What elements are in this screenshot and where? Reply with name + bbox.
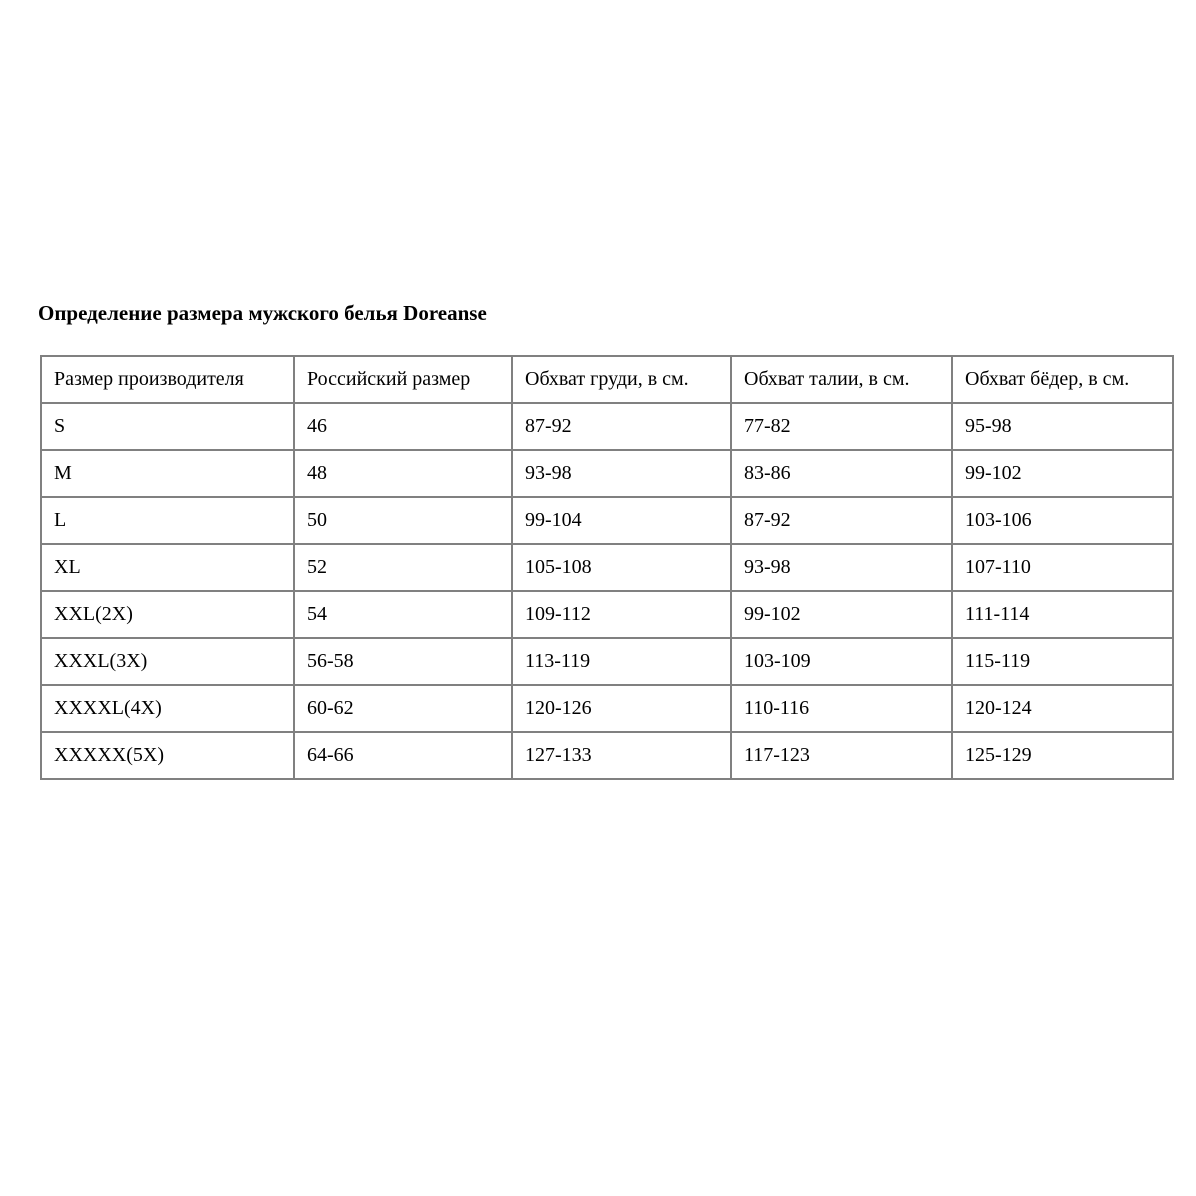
table-cell: 109-112 — [512, 591, 731, 638]
table-body — [41, 403, 1173, 779]
table-cell: 87-92 — [731, 497, 952, 544]
table-cell: 111-114 — [952, 591, 1173, 638]
table-row — [41, 591, 1173, 638]
table-cell: 83-86 — [731, 450, 952, 497]
table-cell: 99-102 — [731, 591, 952, 638]
table-cell: 99-104 — [512, 497, 731, 544]
table-cell: 93-98 — [731, 544, 952, 591]
table-cell: 87-92 — [512, 403, 731, 450]
table-cell: 56-58 — [294, 638, 512, 685]
table-cell: 107-110 — [952, 544, 1173, 591]
table-row — [41, 544, 1173, 591]
column-header: Обхват бёдер, в см. — [952, 356, 1173, 403]
table-cell: 46 — [294, 403, 512, 450]
table-cell: 50 — [294, 497, 512, 544]
table-row — [41, 732, 1173, 779]
table-cell: 93-98 — [512, 450, 731, 497]
table-row — [41, 638, 1173, 685]
table-cell: 48 — [294, 450, 512, 497]
table-cell: M — [41, 450, 294, 497]
table-row — [41, 497, 1173, 544]
table-cell: 95-98 — [952, 403, 1173, 450]
table-cell: 77-82 — [731, 403, 952, 450]
table-cell: 99-102 — [952, 450, 1173, 497]
table-cell: XL — [41, 544, 294, 591]
table-row — [41, 403, 1173, 450]
table-cell: 113-119 — [512, 638, 731, 685]
table-cell: 103-106 — [952, 497, 1173, 544]
table-cell: XXXXX(5X) — [41, 732, 294, 779]
table-cell: 120-124 — [952, 685, 1173, 732]
table-cell: 64-66 — [294, 732, 512, 779]
table-header-row — [41, 356, 1173, 403]
table-cell: XXXXL(4X) — [41, 685, 294, 732]
table-row — [41, 450, 1173, 497]
table-cell: 52 — [294, 544, 512, 591]
table-cell: 117-123 — [731, 732, 952, 779]
table-cell: XXXL(3X) — [41, 638, 294, 685]
column-header: Российский размер — [294, 356, 512, 403]
table-cell: 127-133 — [512, 732, 731, 779]
table-cell: 115-119 — [952, 638, 1173, 685]
table-cell: 105-108 — [512, 544, 731, 591]
table-cell: L — [41, 497, 294, 544]
table-cell: 120-126 — [512, 685, 731, 732]
column-header: Размер производителя — [41, 356, 294, 403]
table-cell: S — [41, 403, 294, 450]
table-cell: 60-62 — [294, 685, 512, 732]
table-cell: XXL(2X) — [41, 591, 294, 638]
table-cell: 110-116 — [731, 685, 952, 732]
table-cell: 103-109 — [731, 638, 952, 685]
page-title: Определение размера мужского белья Doreanse — [38, 301, 487, 325]
column-header: Обхват талии, в см. — [731, 356, 952, 403]
column-header: Обхват груди, в см. — [512, 356, 731, 403]
size-table — [40, 355, 1174, 780]
table-cell: 125-129 — [952, 732, 1173, 779]
table-cell: 54 — [294, 591, 512, 638]
table-row — [41, 685, 1173, 732]
